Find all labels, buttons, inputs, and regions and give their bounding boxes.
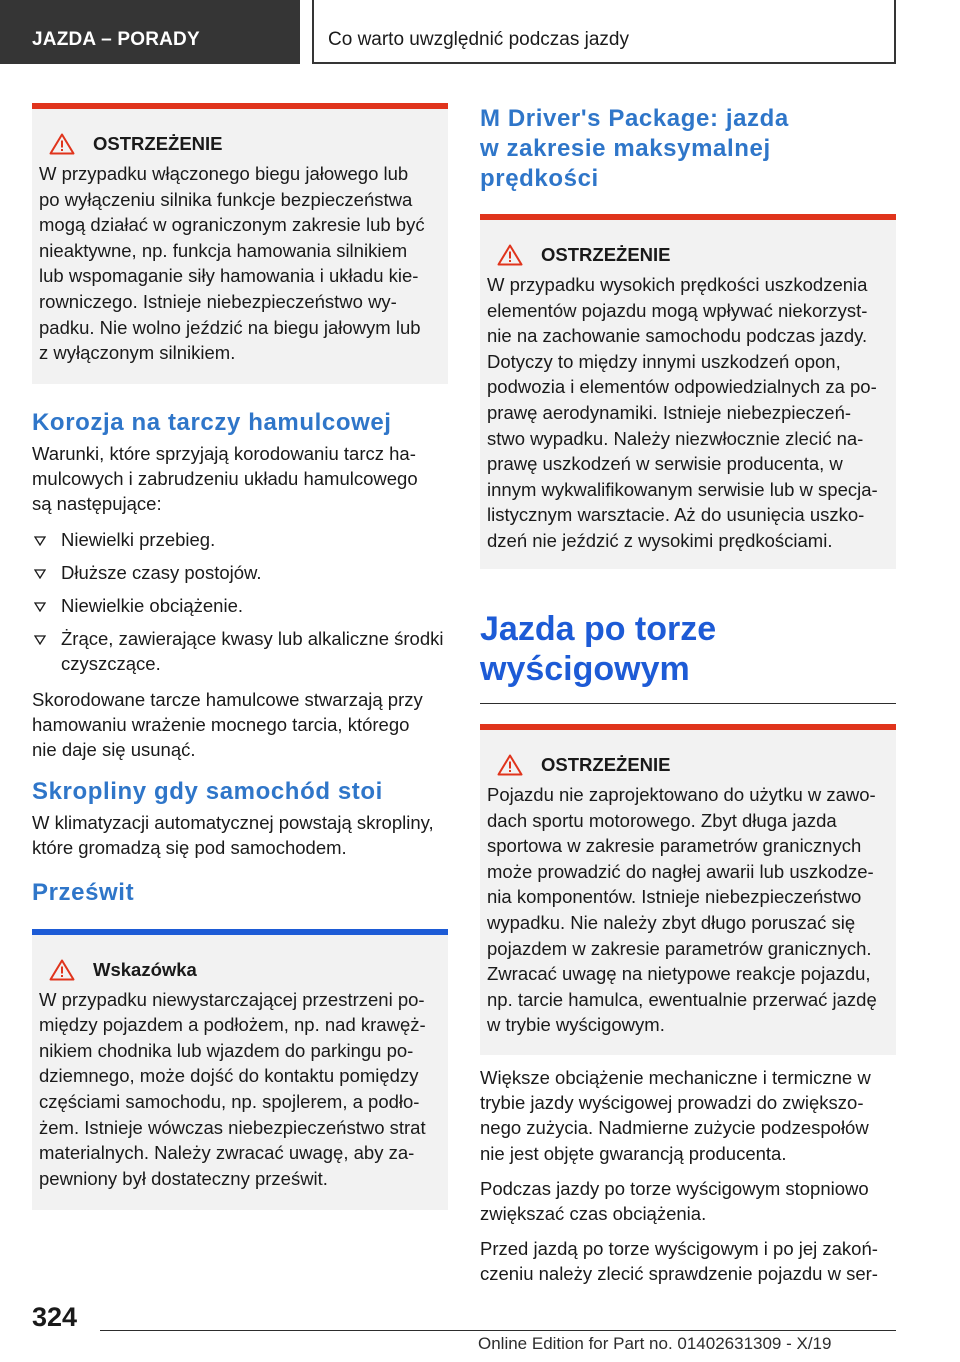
race-track-paragraph: Przed jazdą po torze wyścigowym i po jej zakoń- czeniu należy zlecić sprawdzenie pojazdu w ser-: [480, 1238, 878, 1285]
warning-title-row: [487, 244, 886, 266]
section-title: JAZDA – PORADY: [32, 29, 200, 50]
warning-text: W przypadku włączonego biegu jałowego lub po wyłączeniu silnika funkcje bezpieczeństwa mogą działać w ograniczonym zakresie lub być nieaktywne, np. funkcja hamowania silnikiem lub wspomaganie siły hamowania i układu kie- rowniczego. Istnieje niebezpieczeństwo wy- padku. Nie wolno jeździć na biegu jałowym lub z wyłączonym silnikiem.: [39, 163, 425, 364]
warning-title: OSTRZEŻENIE: [541, 754, 671, 775]
warning-text: Pojazdu nie zaprojektowano do użytku w zawo- dach sportu motorowego. Zbyt długa jazda sportowa w zakresie parametrów granicznych może prowadzić do nagłej awarii lub uszkodze- nia komponentów. Istnieje niebezpieczeństwo wypadku. Nie należy zbyt długo poruszać się pojazdem w zakresie parametrów granicznych. Zwracać uwagę na nietypowe reakcje pojazdu, np. tarcie hamulca, ewentualnie przerwać jazdę w trybie wyścigowym.: [487, 784, 877, 1036]
warning-title: OSTRZEŻENIE: [93, 133, 223, 154]
corrosion-intro: Warunki, które sprzyjają korodowaniu tarcz ha- mulcowych i zabrudzeniu układu hamulcowego są następujące:: [32, 443, 418, 515]
warning-triangle-icon: [49, 959, 75, 981]
warning-title: OSTRZEŻENIE: [541, 244, 671, 265]
corrosion-conditions-list: [32, 527, 448, 677]
triangle-bullet-icon: [34, 635, 46, 645]
note-title: Wskazówka: [93, 958, 197, 980]
triangle-bullet-icon: [34, 569, 46, 579]
list-item: Niewielkie obciążenie.: [32, 593, 448, 618]
warning-box-high-speed: [480, 214, 896, 569]
race-track-paragraph: Podczas jazdy po torze wyścigowym stopniowo zwiększać czas obciążenia.: [480, 1177, 869, 1225]
warning-triangle-icon: [49, 133, 75, 155]
warning-text: W przypadku wysokich prędkości uszkodzenia elementów pojazdu mogą wpływać niekorzyst- nie na zachowanie samochodu podczas jazdy. Dotyczy to między innymi uszkodzeń opon, podwozia i elementów odpowiedzialnych za po- prawę aerodynamiki. Istnieje niebezpieczeń- stwo wypadku. Należy niezwłocznie zlecić na- prawę uszkodzeń w serwisie producenta, w innym wykwalifikowanym serwisie lub w specja- listycznym warsztacie. Aż do usunięcia uszko- dzeń nie jeździć z wysokimi prędkościami.: [487, 274, 878, 551]
section-rule: [480, 703, 896, 704]
list-item: Dłuższe czasy postojów.: [32, 560, 448, 585]
note-text: W przypadku niewystarczającej przestrzeni po- między pojazdem a podłożem, np. nad krawęż- nikiem chodnika lub wjazdem do parkingu po- dziemnego, może dojść do kontaktu pomiędzy częściami samochodu, np. spojlerem, a podło- żem. Istnieje wówczas niebezpieczeństwo strat materialnych. Należy zwracać uwagę, aby za- pewniony był dostateczny prześwit.: [39, 988, 426, 1189]
note-box-clearance: [32, 929, 448, 1210]
chapter-title: Co warto uwzględnić podczas jazdy: [328, 29, 629, 50]
heading-brake-corrosion: Korozja na tarczy hamulcowej: [32, 409, 392, 436]
heading-condensate: Skropliny gdy samochód stoi: [32, 778, 383, 806]
heading-race-track: Jazda po torze wyścigowym: [480, 610, 717, 688]
page-number: 324: [32, 1302, 78, 1332]
corrosion-outro: Skorodowane tarcze hamulcowe stwarzają przy hamowaniu wrażenie mocnego tarcia, którego nie daje się usunąć.: [32, 688, 423, 761]
edition-info: Online Edition for Part no. 01402631309 - X/19: [478, 1334, 832, 1353]
note-title-row: [39, 959, 438, 981]
triangle-bullet-icon: [34, 536, 46, 546]
condensate-text: W klimatyzacji automatycznej powstają skropliny, które gromadzą się pod samochodem.: [32, 812, 434, 859]
heading-clearance: Prześwit: [32, 878, 135, 906]
warning-box-idle-gear: [32, 103, 448, 384]
warning-title-row: [487, 754, 886, 776]
warning-title-row: [39, 133, 438, 155]
left-column: [32, 103, 448, 1210]
heading-m-drivers-package: M Driver's Package: jazda w zakresie maksymalnej prędkości: [480, 105, 789, 192]
footer-rule: [100, 1330, 896, 1331]
race-track-paragraph: Większe obciążenie mechaniczne i termiczne w trybie jazdy wyścigowej prowadzi do zwiększo- nego zużycia. Nadmierne zużycie podzespołów nie jest objęte gwarancją producenta.: [480, 1067, 871, 1164]
warning-box-race-track: [480, 724, 896, 1055]
warning-triangle-icon: [497, 754, 523, 776]
chapter-tab: [312, 0, 896, 64]
triangle-bullet-icon: [34, 602, 46, 612]
warning-triangle-icon: [497, 244, 523, 266]
list-item: Żrące, zawierające kwasy lub alkaliczne środki czyszczące.: [32, 626, 448, 676]
section-tab: [0, 0, 300, 64]
right-column: [480, 104, 896, 1297]
list-item: Niewielki przebieg.: [32, 527, 448, 552]
